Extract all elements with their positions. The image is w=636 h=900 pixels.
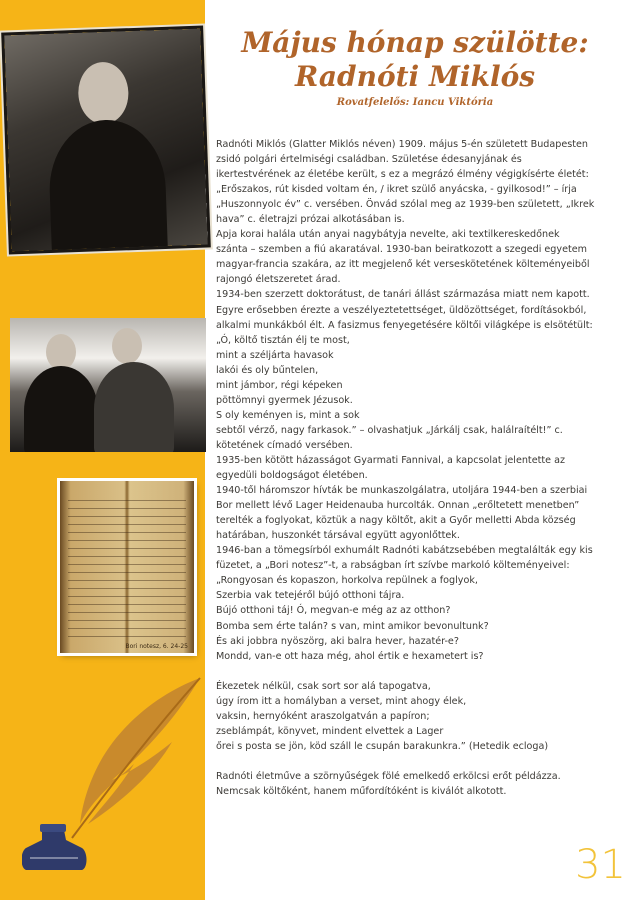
body-line: S oly keményen is, mint a sok: [216, 409, 360, 421]
body-line: Nemcsak költőként, hanem műfordítóként is kiválót alkotott.: [216, 785, 507, 797]
body-line: [216, 754, 626, 769]
body-line: 1946-ban a tömegsírból exhumált Radnóti kabátzsebében megtalálták egy kis: [216, 545, 593, 557]
notebook-handwriting: [68, 493, 186, 639]
article-body: [216, 137, 626, 799]
body-line: sebtől vérző, nagy farkasok.” – olvashatjuk „Járkálj csak, halálraítélt!” c.: [216, 424, 563, 436]
body-line: őrei s posta se jön, köd száll le csupán barakunkra.” (Hetedik ecloga): [216, 740, 549, 752]
body-line: Mondd, van-e ott haza még, ahol értik e hexametert is?: [216, 650, 484, 662]
portrait-photo: [4, 29, 207, 252]
body-line: mint a széljárta havasok: [216, 349, 334, 361]
notebook-photo: [60, 481, 194, 653]
quill-and-inkwell-icon: [22, 672, 207, 872]
body-line: mint jámbor, régi képeken: [216, 379, 343, 391]
body-line: „Ó, költő tisztán élj te most,: [216, 334, 350, 346]
body-line: zsidó polgári értelmiségi családban. Születése édesanyjának és: [216, 154, 522, 166]
title-line-1: Május hónap szülötte:: [241, 26, 589, 59]
body-line: Bomba sem érte talán? s van, mint amikor bevonultunk?: [216, 620, 489, 632]
body-line: „Huszonnyolc év” c. versében. Önvád szólal meg az 1939-ben született, „Ikrek: [216, 199, 595, 211]
body-line: [216, 664, 626, 679]
body-line: rajongó életszeretet árad.: [216, 274, 341, 286]
body-line: Radnóti életműve a szörnyűségek fölé emelkedő erkölcsi erőt példázza.: [216, 770, 561, 782]
body-line: Radnóti Miklós (Glatter Miklós néven) 1909. május 5-én született Budapesten: [216, 139, 589, 150]
couple-body-left: [24, 366, 98, 452]
body-line: füzetet, a „Bori notesz”-t, a rabságban írt szívbe markoló költeményeivel:: [216, 560, 570, 572]
portrait-body: [47, 118, 168, 251]
body-line: terelték a foglyokat, köztük a nagy költőt, akit a Győr melletti Abda község: [216, 515, 576, 527]
body-line: És aki jobbra nyöszörg, aki balra hever, hazatér-e?: [216, 635, 459, 647]
body-line: egyedüli boldogságot életében.: [216, 470, 368, 482]
portrait-face: [77, 61, 129, 125]
body-line: alkalmi munkákból élt. A fasizmus fenyegetésére költői világképe is elsötétült:: [216, 319, 593, 331]
couple-face-right: [112, 328, 142, 364]
body-line: Apja korai halála után anyai nagybátyja nevelte, aki textilkereskedőnek: [216, 229, 560, 241]
body-line: pöttömnyi gyermek Jézusok.: [216, 394, 353, 406]
body-line: Szerbia vak tetejéről bújó otthoni tájra.: [216, 590, 405, 602]
body-line: kötetének címadó versében.: [216, 439, 353, 451]
body-line: úgy írom itt a homályban a verset, mint ahogy élek,: [216, 695, 467, 707]
body-line: Egyre erősebben érezte a veszélyeztetettséget, üldözöttséget, fordításokból,: [216, 304, 587, 316]
couple-body-right: [94, 362, 174, 452]
body-line: ikertestvérének az életébe került, s ez a megrázó élmény végigkísérte életét:: [216, 169, 589, 181]
body-line: határában, huszonkét társával együtt agyonlőttek.: [216, 530, 460, 542]
body-line: szánta – szemben a fiú akaratával. 1930-ban beiratkozott a szegedi egyetem: [216, 244, 587, 256]
body-line: lakói és oly bűntelen,: [216, 364, 319, 376]
couple-photo: [10, 318, 206, 452]
body-line: 1940-től háromszor hívták be munkaszolgálatra, utoljára 1944-ben a szerbiai: [216, 485, 588, 497]
body-line: zseblámpát, könyvet, mindent elvettek a Lager: [216, 725, 444, 737]
body-line: 1935-ben kötött házasságot Gyarmati Fannival, a kapcsolat jelentette az: [216, 454, 565, 466]
body-line: Ékezetek nélkül, csak sort sor alá tapogatva,: [216, 680, 431, 692]
body-line: vaksin, hernyóként araszolgatván a papíron;: [216, 710, 430, 722]
body-line: Bor mellett lévő Lager Heidenauba hurcolták. Onnan „erőltetett menetben”: [216, 500, 580, 512]
body-line: 1934-ben szerzett doktorátust, de tanári állást származása miatt nem kapott.: [216, 289, 590, 301]
page-number: 31: [575, 842, 626, 888]
notebook-caption: Bori notesz, 6. 24-25: [125, 643, 188, 650]
body-line: magyar-francia szakára, az itt megjelenő két verseskötetének költeményeiből: [216, 259, 590, 271]
couple-face-left: [46, 334, 76, 370]
column-editor: Rovatfelelős: Iancu Viktória: [336, 97, 494, 108]
title-line-2: Radnóti Miklós: [294, 60, 536, 93]
body-line: hava” c. életrajzi prózai alkotásában is.: [216, 214, 405, 226]
body-line: „Erőszakos, rút kisded voltam én, / ikret szülő anyácska, - gyilkosod!” – írja: [216, 184, 577, 196]
body-line: „Rongyosan és kopaszon, horkolva repülnek a foglyok,: [216, 575, 478, 587]
body-line: Bújó otthoni táj! Ó, megvan-e még az az otthon?: [216, 605, 451, 617]
page-title: [215, 26, 615, 94]
